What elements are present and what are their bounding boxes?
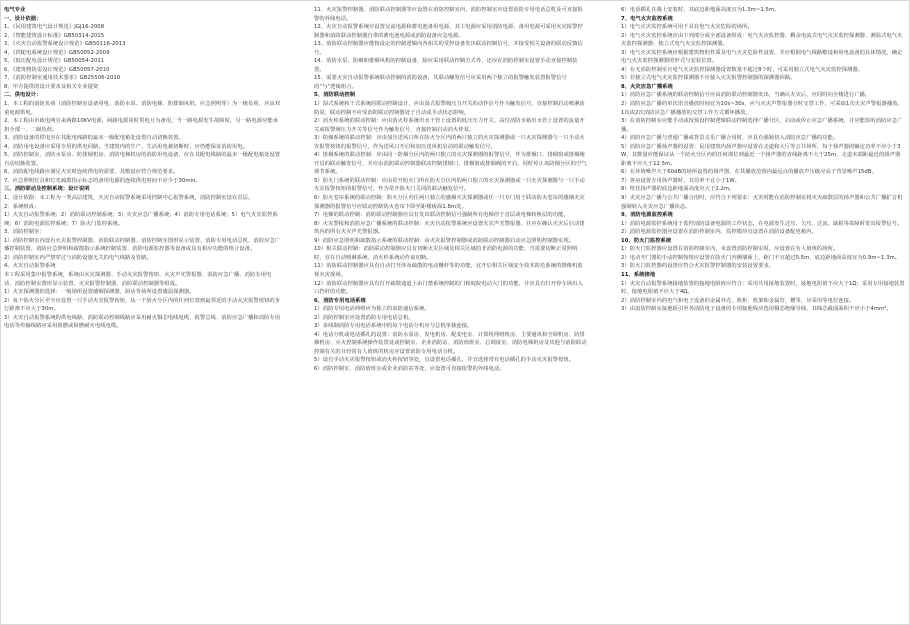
paragraph-line: 2）每个防火分区至少应设置一只手动火灾报警按钮，从一个防火分区内的任何位置到最邻近的手动火灾报警按钮的步行距离不应大于30m。	[4, 297, 281, 313]
paragraph-line: 1）火灾自动报警系统接地装置的接地电阻值应符合：采用共用接地装置时，接地电阻值不应大于1Ω；采用专用接地装置时，接地电阻值不应大于4Ω。	[621, 280, 905, 296]
paragraph-line: 3、消防控制室：	[4, 229, 45, 236]
paragraph-line: 6、《建筑物防雷设计规范》GB50057-2010	[4, 66, 110, 73]
paragraph-line: 2）电动开门器的手动控制按钮应设置在防火门内侧墙面上，距门不宜超过0.5m，底边距地面高度宜为0.9m~1.3m。	[621, 254, 901, 261]
section-heading: 6、消防专用电话系统	[314, 297, 366, 304]
section-heading: 5、消防联动控制	[314, 92, 356, 99]
paragraph-line: 6）消防控制室、消防值班室或企业消防站等处，应设置可直接报警的外线电话。	[314, 365, 505, 372]
paragraph-line: 1、《民用建筑电气设计规范》JGJ16-2008	[4, 24, 105, 31]
paragraph-line: 11）消防联动控制器应具有自动打开涉及疏散的电动栅杆等的功能，宜开启相关区域安全技术防范系统的摄像机监视火灾现场。	[314, 263, 583, 278]
paragraph-line: 4、《供配电系统设计规范》GB50052-2009	[4, 49, 110, 56]
paragraph-line: 1）消防电源监控系统用于监控消防设备电源的工作状态，在电源发生过压、欠压、过流、缺相等故障时发出报警信号。	[621, 220, 903, 227]
paragraph-line: 8、甲方提供的设计要求及相关专业提资	[4, 83, 99, 90]
paragraph-line: 1）电气火灾监控系统可用于具有电气火灾危险的场所。	[621, 24, 753, 31]
section-heading: 10、防火门监控系统	[621, 237, 672, 244]
paragraph-line: 12、火灾自动报警系统应设置交流电源和蓄电池备用电源，其主电源应采用消防电源，备用电源可采用火灾报警控制器和消防联动控制器自带的蓄电池电源或消防设备应急电源。	[314, 24, 583, 39]
paragraph-line: 8）壁挂扬声器的底边距地面高度应大于2.2m。	[621, 186, 735, 193]
paragraph-line: 2）消防电源监控器应设置在消防控制室内，监控模块宜设置在消防设备配电箱内。	[621, 229, 817, 236]
paragraph-line: 9）消防应急照明和疏散指示系统的联动控制：由火灾报警控制器或消防联动控制器启动应急照明控制器实现。	[314, 237, 575, 244]
paragraph-line: 1、设计依据：本工程为一类高层建筑，火灾自动报警系统采用控制中心报警系统，消防控制室设在首层。	[4, 195, 254, 202]
paragraph-line: 8）火灾警报和消防应急广播系统的联动控制：火灾自动报警系统应设置火灾声光警报器，并应在确认火灾后启动建筑内的所有火灾声光警报器。	[314, 220, 585, 236]
paragraph-line: 4）排烟系统的联动控制：应由同一防烟分区内的两只独立的火灾探测器的报警信号，作为排烟口、排烟窗或排烟阀开启的联动触发信号，并应由消防联动控制器联动控制排烟口、排烟窗或排烟阀的开启，同时停止该防烟分区的空气调节系统。	[314, 152, 587, 176]
paragraph-line: 7、《消防控制室通用技术要求》GB25506-2010	[4, 75, 121, 82]
section-heading: 电气专业	[4, 7, 26, 13]
paragraph-line: 4）消防应急广播与普通广播或背景音乐广播合用时，应具有强制切入消防应急广播的功能。	[621, 135, 839, 142]
paragraph-line: 2）消防控制室内的电气和电子设备的金属外壳、机柜、机架和金属管、槽等，应采用等电位连接。	[621, 297, 855, 304]
paragraph-line: 5）消防应急广播扬声器的设置：民用建筑内扬声器应设置在走道和大厅等公共场所，每个扬声器的额定功率不应小于3W，其数量应能保证从一个防火分区内的任何部位到最近一个扬声器的直线距离不大于25m，走道末端距最近的扬声器距离不应大于12.5m。	[621, 143, 901, 167]
paragraph-line: 6）防火卷帘系统的联动控制：防火分区内任两只独立的感烟火灾探测器或任一只专门用于联动防火卷帘的感烟火灾探测器的报警信号应联动控制防火卷帘下降至距楼板面1.8m处。	[314, 195, 585, 210]
paragraph-line: 5）非独立式电气火灾监控探测器不应接入火灾报警控制器的探测器回路。	[621, 75, 796, 82]
paragraph-line: 4）电话分机或电话插孔的设置：消防水泵房、发电机房、配变电室、计算机网络机房、主要通风和空调机房、防排烟机房、灭火控制系统操作装置处或控制室、企业消防站、消防值班室、总调度室、消防电梯机房及其他与消防联动控制有关的且经常有人值班的机房应设置消防专用电话分机。	[314, 331, 587, 355]
paragraph-line: 1）火灾自动报警系统；2）消防联动控制系统；3）火灾应急广播系统；4）消防专用电话系统；5）电气火灾监控系统；6）消防电源监控系统；7）防火门监控系统。	[4, 212, 278, 227]
paragraph-line: 本工程采用集中报警系统，系统由火灾探测器、手动火灾报警按钮、火灾声光警报器、消防应急广播、消防专用电话、消防控制室图形显示装置、火灾报警控制器、消防联动控制器等组成。	[4, 271, 272, 287]
section-heading: 二、供电设计：	[4, 92, 42, 99]
column-text	[621, 6, 905, 314]
section-heading: 一、设计依据：	[4, 15, 42, 22]
paragraph-line: 4、消防用电设备应采用专用的供电回路，当建筑内的生产、生活用电被切断时，应仍能保证消防用电。	[4, 143, 249, 150]
paragraph-line: 5）防火门系统的联动控制：应由常开防火门所在防火分区内的两只独立的火灾探测器或一只火灾探测器与一只手动火灾报警按钮的报警信号，作为常开防火门关闭的联动触发信号。	[314, 177, 585, 193]
paragraph-line: 13、消防联动控制器应能按设定的控制逻辑向各相关的受控设备发出联动控制信号，并接受相关设备的联动反馈信号。	[314, 41, 583, 56]
paragraph-line: 5）设有手动火灾报警按钮或消火栓按钮等处，宜设置电话插孔，并宜选择带有电话插孔的手动火灾报警按钮。	[314, 357, 575, 364]
paragraph-line: 1）消防专用电话网络应为独立的消防通信系统。	[314, 306, 430, 313]
paragraph-line: 2）电气火灾监控系统应由下列部分或全部设备组成：电气火灾监控器、剩余电流式电气火灾监控探测器、测温式电气火灾监控探测器、独立式电气火灾监控探测器。	[621, 32, 903, 48]
paragraph-line: 4、火灾自动报警系统	[4, 263, 56, 270]
paragraph-line: 1、本工程的消防负荷（消防控制室设备用电、消防水泵、消防电梯、防排烟风机、应急照明等）为一级负荷，应由双重电源供电。	[4, 101, 281, 116]
paragraph-line: 3、《火灾自动报警系统设计规范》GB50116-2013	[4, 41, 126, 48]
section-heading: 11、系统接地	[621, 271, 656, 278]
paragraph-line: 6、消防配电线路应满足火灾时连续供电的需要，其敷设应符合规范要求。	[4, 169, 179, 176]
paragraph-line: 2）消防应急广播的单次语音播放时间宜为10s~30s，应与火灾声警报器分时交替工作，可采取1次火灾声警报器播放、1次或2次消防应急广播播放的交替工作方式循环播放。	[621, 101, 903, 116]
text-column-middle	[314, 6, 588, 621]
paragraph-line: 3）在消防控制室应能手动或按预设控制逻辑联动控制选择广播分区、启动或停止应急广播系统，并应能监听消防应急广播。	[621, 118, 903, 133]
paragraph-line: 14、消防水泵、防烟和排烟风机的控制设备，除应采用联动控制方式外，还应在消防控制室设置手动直接控制装置。	[314, 58, 578, 73]
paragraph-line: 2、系统组成：	[4, 203, 40, 210]
paragraph-line: 10）相关联动控制：消防联动控制器应具有切断火灾区域及相关区域的非消防电源的功能，当需要切断正常照明时，宜在自动喷淋系统、消火栓系统动作前切断。	[314, 246, 578, 261]
section-heading: 9、消防电源监控系统	[621, 212, 673, 219]
paragraph-line: 12）消防联动控制器应具有打开疏散通道上由门禁系统控制的门和庭院电动大门的功能，并应具有打开停车场出入口挡杆的功能。	[314, 280, 583, 296]
paragraph-line: 2）消防控制室应设置消防专用电话总机。	[314, 314, 414, 321]
paragraph-line: 2）消火栓系统的联动控制：应由消火栓系统出水干管上设置的低压压力开关、高位消防水箱出水管上设置的流量开关或报警阀压力开关等信号作为触发信号，直接控制启动消火栓泵。	[314, 118, 585, 133]
paragraph-line: 1）湿式系统和干式系统的联动控制设计，应由湿式报警阀压力开关的动作信号作为触发信号，直接控制启动喷淋消防泵，联动控制不应受消防联动控制器处于自动或手动状态影响。	[314, 101, 585, 116]
paragraph-line: 3）多线制消防专用电话系统中的每个电话分机应与总机单独连接。	[314, 323, 473, 330]
paragraph-line: 1）消防控制室内设有火灾报警控制器、消防联动控制器、消防控制室图形显示装置、消防专用电话总机、消防应急广播控制装置、消防应急照明和疏散指示系统控制装置、消防电源监控器等设备或具有相应功能的组合设备。	[4, 237, 281, 253]
paragraph-line: 6）在环境噪声大于60dB的场所设置的扬声器，在其播放范围内最远点的播放声压级应高于背景噪声15dB。	[621, 169, 877, 176]
column-text	[314, 6, 588, 374]
paragraph-line: 1）防火门监控器应设置在消防控制室内，未设置消防控制室时，应设置在有人值班的场所。	[621, 246, 839, 253]
paragraph-line: 4）在无消防控制室且电气火灾监控探测器设置数量不超过8个时，可采用独立式电气火灾监控探测器。	[621, 66, 864, 73]
paragraph-line: 3）防火门监控器的设置应符合火灾报警控制器的安装设置要求。	[621, 263, 775, 270]
paragraph-line: 2、本工程由市政电网引来两路10KV电源，两路电源同时供电互为备用，当一路电源发生故障时，另一路电源应能承担全部一、二级负荷。	[4, 118, 279, 133]
paragraph-line: 2、《智能建筑设计标准》GB50314-2015	[4, 32, 105, 39]
section-heading: 7、电气火灾监控系统	[621, 15, 673, 22]
paragraph-line: 3）由消防控制室接地板引至各消防电子设备的专用接地线应选用铜芯绝缘导线，其线芯截面面积不应小于4mm²。	[621, 306, 892, 313]
text-column-left	[4, 6, 281, 621]
paragraph-line: 3）电气火灾监控系统应根据建筑物的性质及电气火灾危险性设置，并应根据电气线路敷设和用电设备的具体情况，确定电气火灾监控探测器的形式与安装位置。	[621, 49, 903, 65]
paragraph-line: 1）消防应急广播系统的联动控制信号应由消防联动控制器发出，当确认火灾后，应同时向全楼进行广播。	[621, 92, 871, 99]
section-heading: 三、消防联动及控制系统：设计说明	[4, 186, 90, 193]
text-column-right	[621, 6, 905, 621]
paragraph-line: 7、应急照明灯具和灯光疏散指示标志的备用电源的连续供电时间不应少于30min。	[4, 177, 201, 184]
paragraph-line: 15、需要火灾自动报警系统联动控制的消防设备，其联动触发信号应采用两个独立的报警触发装置报警信号的“与”逻辑组合。	[314, 75, 567, 90]
paragraph-line: 7）客房设置专用扬声器时，其功率不宜小于1W。	[621, 177, 741, 184]
column-text	[4, 6, 281, 331]
paragraph-line: 5、《低压配电设计规范》GB50054-2011	[4, 58, 105, 65]
paragraph-line: 1）火灾探测器的选择：一般场所设置感烟探测器，厨房等场所设置感温探测器。	[4, 289, 195, 296]
paragraph-line: 5、消防控制室、消防水泵房、防排烟机房、消防电梯机房的消防用电设备，应在其配电线路的最末一级配电箱处设置自动切换装置。	[4, 152, 281, 167]
paragraph-line: 3）火灾自动报警系统的供电线路、消防联动控制线路应采用耐火铜芯电线电缆，报警总线、消防应急广播和消防专用电话等传输线路应采用阻燃或阻燃耐火电线电缆。	[4, 314, 281, 330]
paragraph-line: 2）消防控制室内严禁穿过与消防设施无关的电气线路及管路。	[4, 254, 152, 261]
section-heading: 8、火灾应急广播系统	[621, 83, 673, 90]
paragraph-line: 6）电话插孔在墙上安装时，其底边距地面高度宜为1.3m~1.5m。	[621, 7, 780, 13]
paragraph-line: 9）火灾应急广播与公共广播合用时，应符合下列要求：火灾时能在消防控制室将火灾疏散层的扬声器和公共广播扩音机强制转入火灾应急广播状态。	[621, 195, 903, 210]
paragraph-line: 3）防烟系统的联动控制：应由加压送风口所在防火分区内的两只独立的火灾探测器或一只火灾探测器与一只手动火灾报警按钮的报警信号，作为送风口开启和加压送风机启动的联动触发信号。	[314, 135, 585, 150]
paragraph-line: 7）电梯的联动控制：消防联动控制器应具有发出联动控制信号强制所有电梯停于首层或电梯转换层的功能。	[314, 212, 569, 219]
paragraph-line: 11、火灾报警控制器、消防联动控制器等应设置在消防控制室内，消防控制室应设置消防专用电话总机及可直接报警的外线电话。	[314, 7, 583, 22]
paragraph-line: 3、消防设备的供电应在其配电线路的最末一级配电箱处设置自动切换装置。	[4, 135, 184, 142]
